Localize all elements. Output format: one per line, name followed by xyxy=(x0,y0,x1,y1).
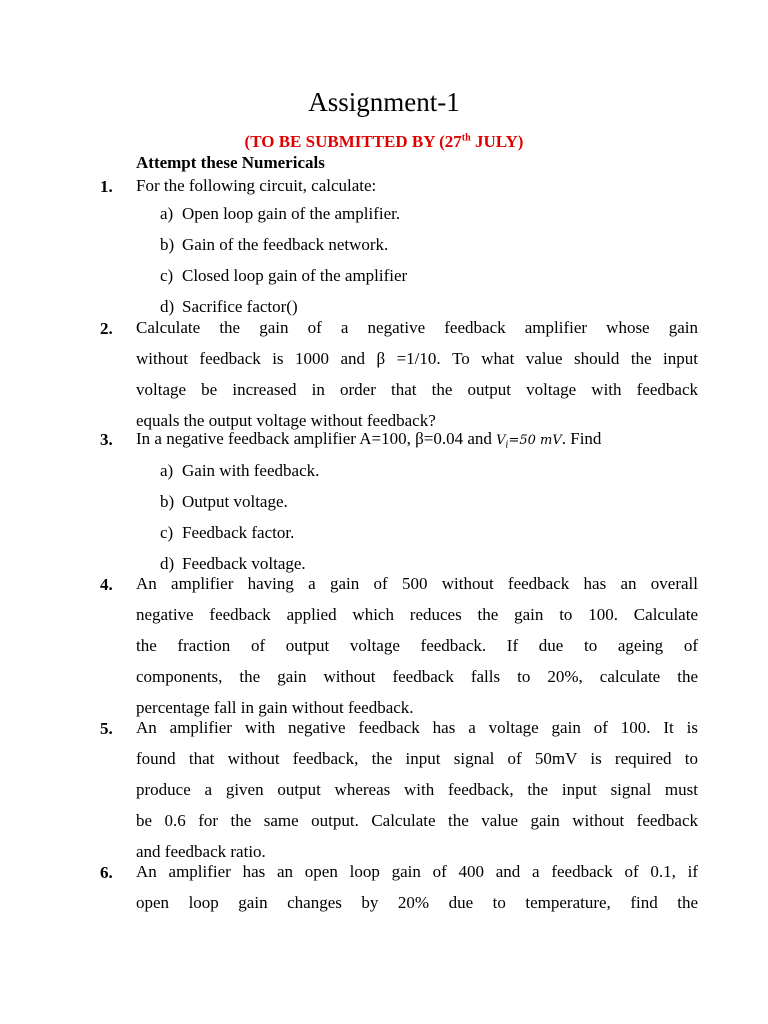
question-line: be 0.6 for the same output. Calculate the value gain without feedback xyxy=(136,811,698,830)
question-line: open loop gain changes by 20% due to temperature, find the xyxy=(136,893,698,912)
question-number: 5. xyxy=(100,719,113,738)
math-value: =50 mV xyxy=(508,433,562,448)
question-text xyxy=(136,313,698,437)
sub-item-letter: a) xyxy=(160,204,174,223)
sub-item-text: Open loop gain of the amplifier. xyxy=(182,204,401,223)
question-text xyxy=(136,569,698,724)
question-line: and feedback ratio. xyxy=(136,842,266,861)
sub-item-letter: b) xyxy=(160,492,175,511)
sub-item xyxy=(160,517,319,548)
question-line: produce a given output whereas with feedback, the input signal must xyxy=(136,780,698,799)
sub-item-letter: d) xyxy=(160,297,175,316)
math-variable: V xyxy=(496,433,506,448)
question-number: 1. xyxy=(100,177,113,196)
question-number: 3. xyxy=(100,430,113,449)
sub-item-text: Sacrifice factor() xyxy=(182,297,298,316)
math-subscript: i xyxy=(505,440,509,451)
sub-item-text: Output voltage. xyxy=(182,492,288,511)
sub-item-text: Feedback factor. xyxy=(182,523,295,542)
deadline-text-post: JULY) xyxy=(470,132,524,151)
question-line xyxy=(136,424,698,455)
question-line: equals the output voltage without feedback? xyxy=(136,411,436,430)
question-line-text: . Find xyxy=(561,429,602,448)
question-line: For the following circuit, calculate: xyxy=(136,176,377,195)
sub-item-text: Closed loop gain of the amplifier xyxy=(182,266,408,285)
question-line: negative feedback applied which reduces the gain to 100. Calculate xyxy=(136,605,698,624)
sub-item-text: Gain with feedback. xyxy=(182,461,320,480)
question-line: components, the gain without feedback falls to 20%, calculate the xyxy=(136,667,698,686)
sub-item-letter: c) xyxy=(160,266,174,285)
question-line: An amplifier has an open loop gain of 400 and a feedback of 0.1, if xyxy=(136,862,698,881)
question-line: Calculate the gain of a negative feedback amplifier whose gain xyxy=(136,318,698,337)
question-text xyxy=(136,713,698,868)
sub-item xyxy=(160,486,319,517)
sub-item xyxy=(160,260,407,291)
question-line: An amplifier having a gain of 500 without feedback has an overall xyxy=(136,574,698,593)
question-line: without feedback is 1000 and β =1/10. To what value should the input xyxy=(136,349,698,368)
input-voltage-math xyxy=(496,433,562,451)
deadline-superscript: th xyxy=(461,132,471,144)
question-line: the fraction of output voltage feedback. If due to ageing of xyxy=(136,636,698,655)
question-line: An amplifier with negative feedback has a voltage gain of 100. It is xyxy=(136,718,698,737)
question-text xyxy=(136,857,698,919)
section-heading: Attempt these Numericals xyxy=(136,153,325,172)
submission-deadline xyxy=(0,130,768,154)
sub-item-text: Gain of the feedback network. xyxy=(182,235,389,254)
question-number: 4. xyxy=(100,575,113,594)
sub-item-letter: d) xyxy=(160,554,175,573)
question-line-text: In a negative feedback amplifier A=100, β=0.04 and xyxy=(136,429,497,448)
page-title: Assignment-1 xyxy=(308,87,460,117)
deadline-text-pre: (TO BE SUBMITTED BY (27 xyxy=(244,132,462,151)
sub-item xyxy=(160,198,407,229)
sub-item-letter: c) xyxy=(160,523,174,542)
sub-item-letter: a) xyxy=(160,461,174,480)
question-text xyxy=(136,424,698,455)
question-3-subitems xyxy=(160,455,319,579)
sub-item-letter: b) xyxy=(160,235,175,254)
question-line: percentage fall in gain without feedback. xyxy=(136,698,414,717)
question-number: 2. xyxy=(100,319,113,338)
question-number: 6. xyxy=(100,863,113,882)
sub-item xyxy=(160,455,319,486)
question-line: voltage be increased in order that the output voltage with feedback xyxy=(136,380,698,399)
sub-item-text: Feedback voltage. xyxy=(182,554,306,573)
question-line: found that without feedback, the input signal of 50mV is required to xyxy=(136,749,698,768)
question-1-subitems xyxy=(160,198,407,322)
sub-item xyxy=(160,229,407,260)
